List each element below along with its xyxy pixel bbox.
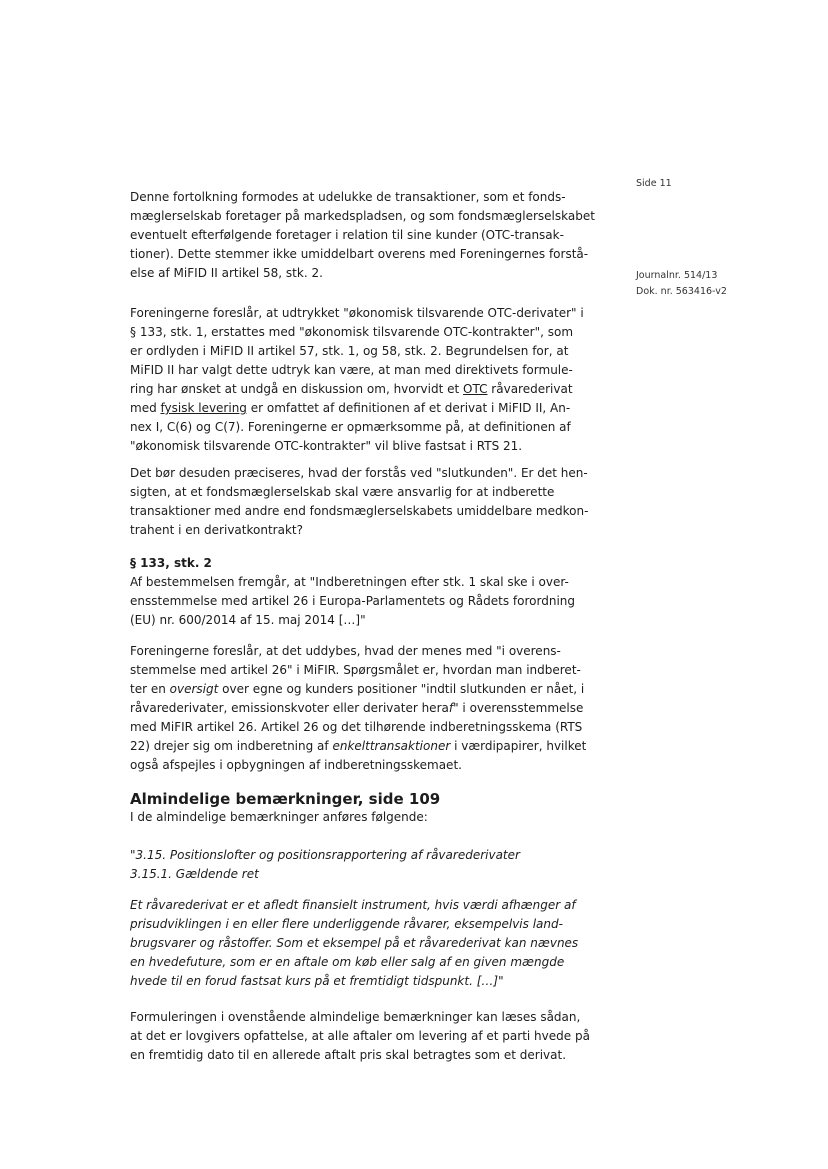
paragraph-proposal-otc: Foreningerne foreslår, at udtrykket "økonomisk tilsvarende OTC-derivater" i § 133, stk. 1, erstattes med "økonomisk tilsvarende OTC-kontrakter", som er ordlyden i MiFID II artikel 57, stk. 1, og 58, stk. 2. Begrundelsen for, at MiFID II har valgt dette udtryk kan være, at man med direktivets formule- ring har ønsket at undgå en diskussion om, hvorvidt et OTC råvarederivat med fysisk levering er omfattet af definitionen af et derivat i MiFID II, An- nex I, C(6) og C(7). Foreningerne er opmærksomme på, at definitionen af "økonomisk tilsvarende OTC-kontrakter" vil blive fastsat i RTS 21. (130, 306, 584, 453)
paragraph-end-client: Det bør desuden præciseres, hvad der forstås ved "slutkunden". Er det hen- sigten, at et fondsmæglerselskab skal være ansvarlig for at indberette transaktioner med andre end fondsmæglerselskabets umiddelbare medkon- trahent i en derivatkontrakt? (130, 466, 589, 537)
underlined-physical-delivery: fysisk levering (160, 401, 247, 415)
paragraph-mifir-article-26: Foreningerne foreslår, at det uddybes, hvad der menes med "i overens- stemmelse med artikel 26" i MiFIR. Spørgsmålet er, hvordan man indberet- ter en oversigt over egne og kunders positioner "indtil slutkunden er nået, i råvarederivater, emissionskvoter eller derivater heraf" i overensstemmelse med MiFIR artikel 26. Artikel 26 og det tilhørende indberetningsskema (RTS 22) drejer sig om indberetning af enkelttransaktioner i værdipapirer, hvilket også afspejles i opbygningen af indberetningsskemaet. (130, 644, 587, 772)
quote-heading: "3.15. Positionslofter og positionsrapportering af råvarederivater 3.15.1. Gældende ret (130, 848, 520, 881)
general-remarks-heading: Almindelige bemærkninger, side 109 (130, 790, 441, 808)
underlined-otc: OTC (463, 382, 488, 396)
paragraph-interpretation-conclusion: Formuleringen i ovenstående almindelige bemærkninger kan læses sådan, at det er lovgivers opfattelse, at alle aftaler om levering af et parti hvede på en fremtidig dato til en allerede aftalt pris skal betragtes som et derivat. (130, 1010, 590, 1062)
general-remarks-intro: I de almindelige bemærkninger anføres følgende: (130, 810, 428, 824)
section-133-2: § 133, stk. 2 Af bestemmelsen fremgår, at "Indberetningen efter stk. 1 skal ske i over- ensstemmelse med artikel 26 i Europa-Parlamentets og Rådets forordning (EU) nr. 600/2014 af 15. maj 2014 […]" (130, 554, 600, 630)
journal-number: Journalnr. 514/13 (636, 270, 718, 281)
section-heading: § 133, stk. 2 (130, 556, 212, 570)
paragraph-interpretation: Denne fortolkning formodes at udelukke de transaktioner, som et fonds- mæglerselskab foretager på markedspladsen, og som fondsmæglerselskabet eventuelt efterfølgende foretager i relation til sine kunder (OTC-transak- tioner). Dette stemmer ikke umiddelbart overens med Foreningernes forstå- else af MiFID II artikel 58, stk. 2. (130, 190, 595, 280)
document-number: Dok. nr. 563416-v2 (636, 286, 727, 297)
quote-body: Et råvarederivat er et afledt finansielt instrument, hvis værdi afhænger af prisudviklingen i en eller flere underliggende råvarer, eksempelvis land- brugsvarer og råstoffer. Som et eksempel på et råvarederivat kan nævnes en hvedefuture, som er en aftale om køb eller salg af en given mængde hvede til en forud fastsat kurs på et fremtidigt tidspunkt. […]" (130, 898, 579, 988)
page-number: Side 11 (636, 178, 672, 189)
